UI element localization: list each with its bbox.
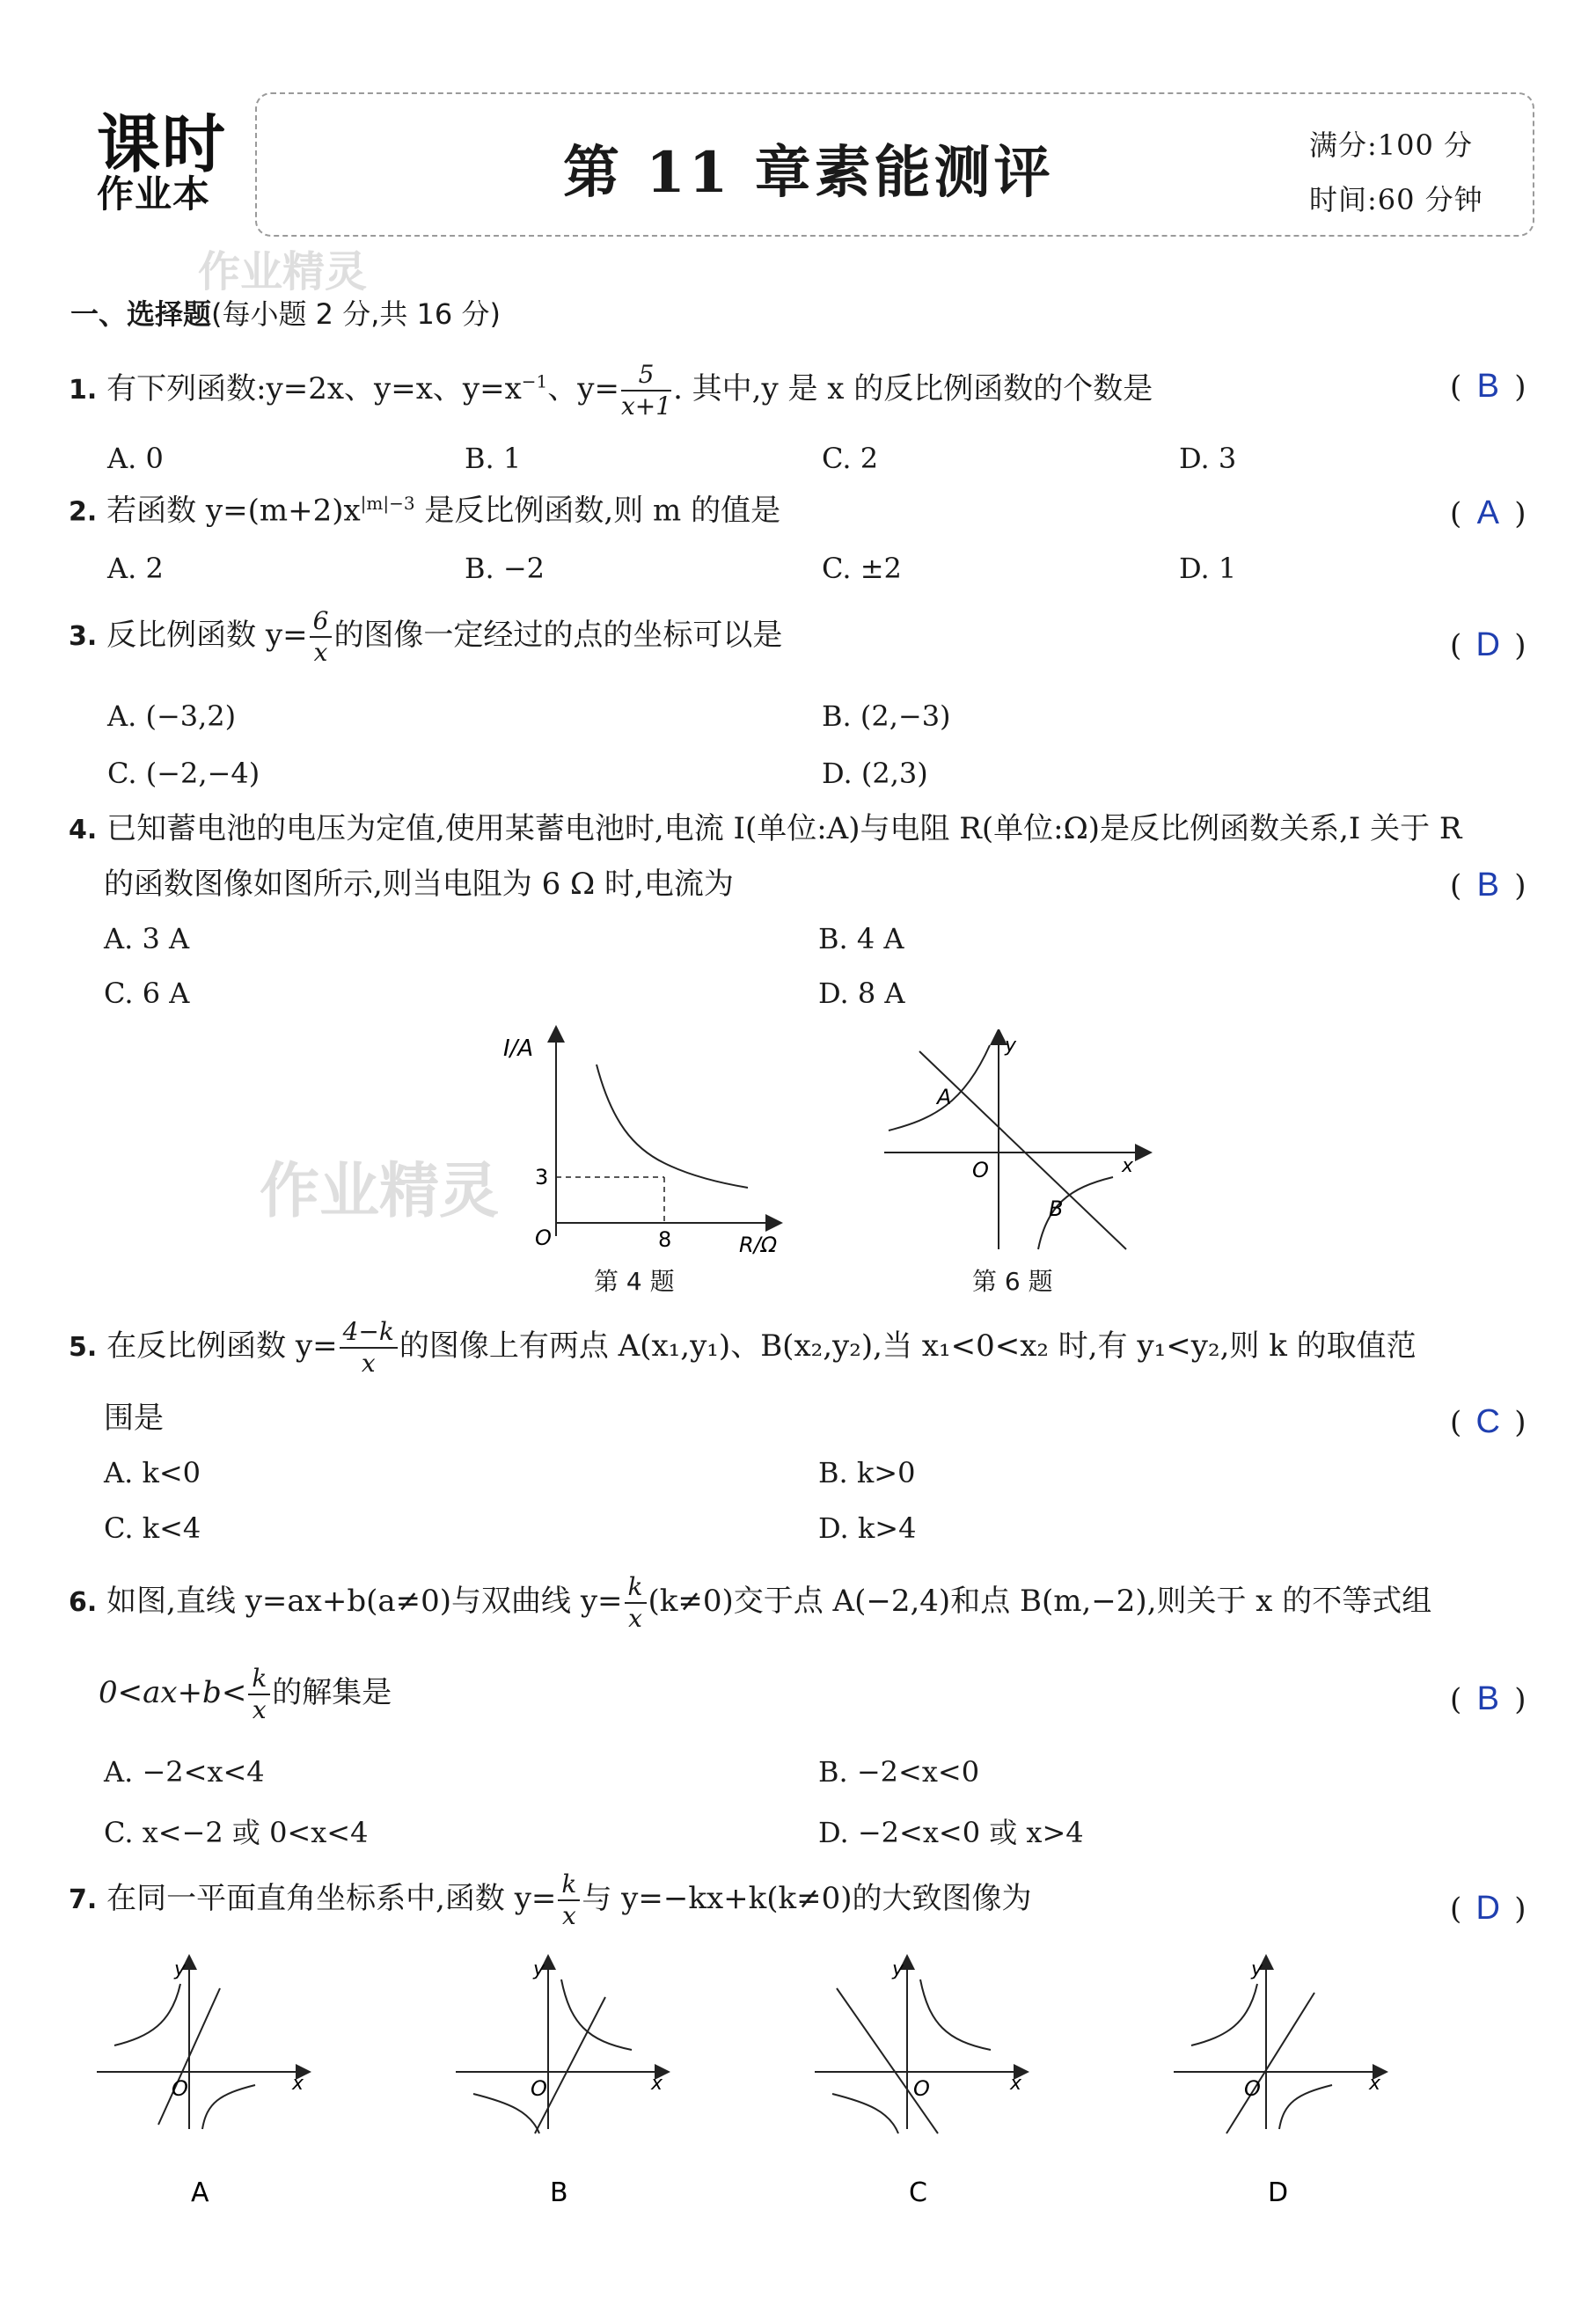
y-label: y <box>533 1958 545 1980</box>
figure-6 <box>880 1029 1153 1258</box>
paren: ( <box>1450 868 1462 904</box>
question-text: 的图像上有两点 A(x₁,y₁)、B(x₂,y₂),当 x₁<0<x₂ 时,有 y₁<y₂,则 k 的取值范 <box>399 1328 1417 1364</box>
option-c: C. k<4 <box>104 1511 201 1545</box>
origin-label: O <box>913 2076 930 2101</box>
question-text: 若函数 y=(m+2)x <box>106 493 361 529</box>
watermark: 作业精灵 <box>260 1157 500 1226</box>
question-number: 3. <box>69 621 98 652</box>
fraction <box>248 1666 270 1723</box>
exponent: |m|−3 <box>360 493 415 514</box>
option-a: A. 0 <box>107 442 164 475</box>
denominator: x <box>628 1604 642 1633</box>
question-text: 已知蓄电池的电压为定值,使用某蓄电池时,电流 I(单位:A)与电阻 R(单位:Ω)是反比例函数关系,I 关于 R <box>106 811 1462 846</box>
origin-label: O <box>172 2076 188 2101</box>
option-d: D. −2<x<0 或 x>4 <box>818 1816 1084 1849</box>
denominator: x+1 <box>620 391 672 421</box>
section-label: 一、选择题 <box>70 297 212 331</box>
x-label: x <box>292 2073 304 2095</box>
question-text: 有下列函数:y=2x、y=x、y=x <box>106 371 522 406</box>
curve <box>597 1065 748 1188</box>
figure-4 <box>493 1025 783 1262</box>
question-text: 在同一平面直角坐标系中,函数 y= <box>106 1881 557 1916</box>
question-number: 1. <box>69 375 98 406</box>
x-label: x <box>1010 2073 1022 2095</box>
page-title: 第 11 章素能测评 <box>563 140 1054 206</box>
answer-q3 <box>1450 626 1526 664</box>
answer-letter: B <box>1476 368 1499 405</box>
full-score: 满分:100 分 <box>1309 128 1474 162</box>
answer-q6 <box>1450 1680 1526 1718</box>
numerator: 5 <box>621 362 671 391</box>
paren: ) <box>1514 1682 1526 1717</box>
option-c: C. (−2,−4) <box>107 757 260 790</box>
question-number: 4. <box>69 815 98 845</box>
question-number: 7. <box>69 1884 98 1915</box>
answer-letter: A <box>1476 494 1499 531</box>
question-4 <box>69 811 1462 847</box>
question-text: 与 y=−kx+k(k≠0)的大致图像为 <box>582 1881 1032 1916</box>
option-b: B. k>0 <box>818 1456 916 1489</box>
question-text: 如图,直线 y=ax+b(a≠0)与双曲线 y= <box>106 1584 623 1619</box>
question-7 <box>69 1872 1032 1928</box>
denominator: x <box>561 1901 576 1930</box>
question-text: 是反比例函数,则 m 的值是 <box>414 493 781 529</box>
fraction <box>625 1572 647 1633</box>
numerator: k <box>558 1872 580 1901</box>
paren: ) <box>1514 370 1526 405</box>
option-a: A. −2<x<4 <box>104 1755 265 1789</box>
question-text: 0<ax+b< <box>99 1675 247 1710</box>
option-b: B. (2,−3) <box>822 699 951 733</box>
question-text: 、y= <box>547 371 619 406</box>
question-5-line2: 围是 <box>104 1401 164 1436</box>
option-d: D. 8 A <box>818 977 905 1010</box>
paren: ) <box>1514 868 1526 904</box>
option-d: D. 1 <box>1179 552 1237 585</box>
logo-title: 课时 <box>97 107 228 181</box>
origin-label: O <box>972 1158 989 1182</box>
figure-4-caption: 第 4 题 <box>594 1267 675 1296</box>
fraction <box>310 606 333 667</box>
figure-6-caption: 第 6 题 <box>972 1267 1053 1296</box>
fraction <box>558 1872 580 1928</box>
paren: ) <box>1514 1892 1526 1927</box>
graph-label-b: B <box>550 2177 568 2208</box>
answer-letter: C <box>1475 1403 1500 1440</box>
paren: ( <box>1450 628 1462 663</box>
x-label: x <box>1369 2073 1381 2095</box>
option-a: A. k<0 <box>104 1456 201 1489</box>
question-6-line2 <box>99 1666 392 1723</box>
numerator: 4−k <box>340 1320 398 1349</box>
paren: ( <box>1450 496 1462 531</box>
denominator: x <box>252 1695 267 1724</box>
y-label: I/A <box>503 1035 534 1062</box>
answer-letter: B <box>1476 867 1499 904</box>
origin-label: O <box>1244 2076 1261 2101</box>
denominator: x <box>313 638 328 667</box>
point-b-label: B <box>1049 1196 1064 1221</box>
question-number: 5. <box>69 1332 98 1363</box>
paren: ) <box>1514 496 1526 531</box>
numerator: 6 <box>310 609 333 638</box>
question-4-line2: 的函数图像如图所示,则当电阻为 6 Ω 时,电流为 <box>104 867 734 902</box>
question-text: 在反比例函数 y= <box>106 1328 338 1364</box>
time-limit: 时间:60 分钟 <box>1309 183 1483 216</box>
answer-letter: D <box>1475 1890 1500 1927</box>
option-a: A. 3 A <box>104 922 190 955</box>
paren: ( <box>1450 1405 1462 1440</box>
option-c: C. 6 A <box>104 977 190 1010</box>
answer-letter: D <box>1475 626 1500 663</box>
graph-label-a: A <box>191 2177 209 2208</box>
section-note: (每小题 2 分,共 16 分) <box>211 297 501 331</box>
option-b: B. −2<x<0 <box>818 1755 980 1789</box>
logo-subtitle: 作业本 <box>97 172 211 216</box>
option-a: A. 2 <box>107 552 164 585</box>
option-d: D. 3 <box>1179 442 1237 475</box>
question-text: 反比例函数 y= <box>106 618 308 653</box>
answer-q4 <box>1450 867 1526 904</box>
answer-q1 <box>1450 368 1526 406</box>
y-label: y <box>1251 1958 1263 1980</box>
graph-a <box>97 1958 304 2129</box>
y-label: y <box>174 1958 187 1980</box>
question-number: 2. <box>69 496 98 528</box>
option-c: C. 2 <box>822 442 879 475</box>
paren: ( <box>1450 370 1462 405</box>
x-label: R/Ω <box>739 1233 778 1257</box>
answer-q5 <box>1450 1403 1526 1441</box>
answer-q2 <box>1450 494 1526 532</box>
watermark: 作业精灵 <box>198 247 368 296</box>
question-6 <box>69 1572 1432 1633</box>
fraction <box>621 362 671 419</box>
y-label: y <box>1005 1035 1017 1057</box>
graph-label-d: D <box>1268 2177 1289 2208</box>
question-1 <box>69 362 1153 419</box>
fraction <box>340 1317 398 1378</box>
origin-label: O <box>535 1226 552 1250</box>
y-tick: 3 <box>535 1165 549 1189</box>
option-b: B. 4 A <box>818 922 904 955</box>
graph-c <box>815 1958 1022 2133</box>
question-text: . 其中,y 是 x 的反比例函数的个数是 <box>673 371 1153 406</box>
question-number: 6. <box>69 1587 98 1618</box>
x-label: x <box>651 2073 663 2095</box>
question-3 <box>69 606 783 667</box>
x-tick: 8 <box>658 1227 672 1252</box>
question-text: (k≠0)交于点 A(−2,4)和点 B(m,−2),则关于 x 的不等式组 <box>648 1584 1432 1619</box>
numerator: k <box>248 1666 270 1695</box>
question-text: 的图像一定经过的点的坐标可以是 <box>333 618 783 653</box>
exponent: −1 <box>521 370 548 392</box>
paren: ) <box>1514 628 1526 663</box>
question-5 <box>69 1317 1417 1378</box>
question-text: 的解集是 <box>272 1675 392 1710</box>
denominator: x <box>361 1349 376 1378</box>
option-d: D. (2,3) <box>822 757 928 790</box>
option-c: C. x<−2 或 0<x<4 <box>104 1816 369 1849</box>
option-d: D. k>4 <box>818 1511 917 1545</box>
line <box>919 1051 1126 1249</box>
section-heading <box>70 292 501 333</box>
point-a-label: A <box>937 1085 952 1109</box>
paren: ) <box>1514 1405 1526 1440</box>
y-label: y <box>892 1958 904 1980</box>
numerator: k <box>625 1575 647 1604</box>
option-c: C. ±2 <box>822 552 902 585</box>
option-a: A. (−3,2) <box>107 699 237 733</box>
paren: ( <box>1450 1682 1462 1717</box>
origin-label: O <box>531 2076 547 2101</box>
answer-letter: B <box>1476 1680 1499 1717</box>
x-label: x <box>1122 1155 1134 1177</box>
question-2 <box>69 493 780 529</box>
paren: ( <box>1450 1892 1462 1927</box>
graph-label-c: C <box>909 2177 927 2208</box>
option-b: B. −2 <box>465 552 545 585</box>
graph-d <box>1174 1958 1381 2133</box>
q7-option-graphs <box>88 1953 1408 2217</box>
graph-b <box>456 1958 663 2133</box>
option-b: B. 1 <box>465 442 522 475</box>
answer-q7 <box>1450 1890 1526 1928</box>
